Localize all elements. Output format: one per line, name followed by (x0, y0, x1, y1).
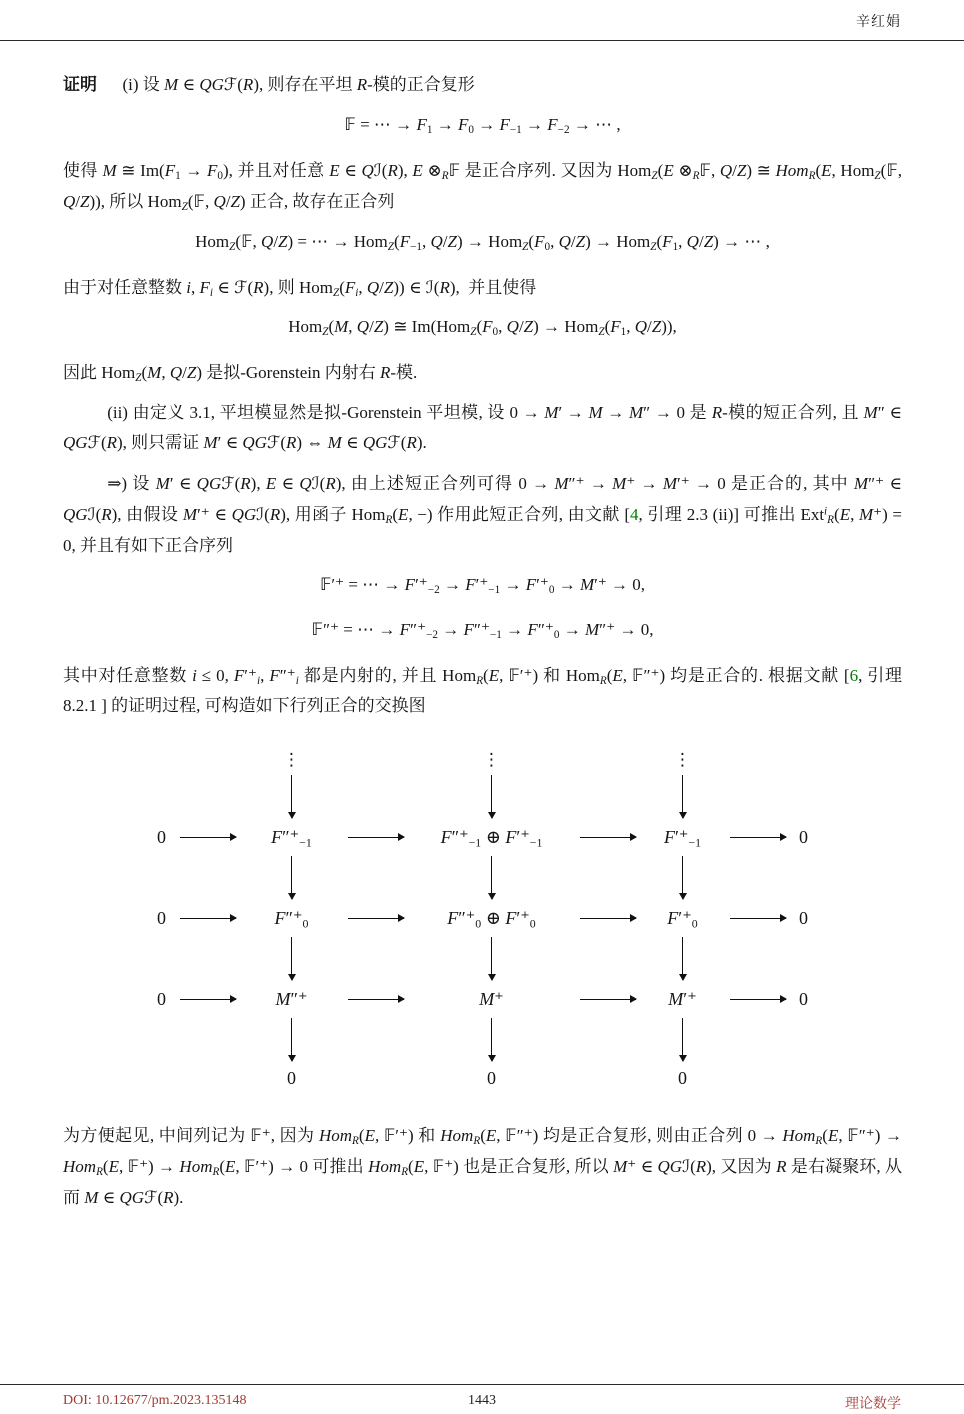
horizontal-arrow (348, 999, 404, 1000)
vertical-arrow (682, 775, 683, 818)
paragraph-final-conclusion: 为方便起见, 中间列记为 𝔽⁺, 因为 Hom$_R$(E, 𝔽′⁺) 和 Hom$_R$(E, 𝔽″⁺) 均是正合复形, 则由正合列 0 → Hom$_R$(E, 𝔽″⁺) → Hom$_R$(E, 𝔽⁺) → Hom$_R$(E, 𝔽′⁺) → 0 可推出 Hom$_R$(E, 𝔽⁺) 也是正合复形, 所以 M⁺ ∈ QGℐ(R), 又因为 R 是右凝聚环, 从而 M ∈ QGℱ(R). (63, 1126, 902, 1209)
diagram-node: $F''^+_{-1}$ (271, 826, 312, 850)
diagram-zero: 0 (799, 988, 808, 1009)
proof-paragraph: 证明 (i) 设 M ∈ QGℱ(R), 则存在平坦 R-模的正合复形 (63, 75, 475, 95)
page-footer (0, 1384, 964, 1414)
page-content (63, 42, 902, 1383)
vertical-arrow (291, 1018, 292, 1061)
diagram-node: M⁺ (479, 988, 504, 1009)
vertical-dots: ⋮ (283, 750, 300, 771)
vertical-arrow (682, 856, 683, 899)
vertical-dots: ⋮ (483, 750, 500, 771)
diagram-row-2 (63, 901, 902, 935)
diagram-zero: 0 (157, 988, 166, 1009)
horizontal-arrow (580, 918, 636, 919)
horizontal-arrow (730, 837, 786, 838)
horizontal-arrow (730, 999, 786, 1000)
horizontal-arrow (348, 918, 404, 919)
display-equation-hom-complex: Hom$_Z$(𝔽, Q/Z) = ⋯ → $Hom_Z(F_{-1}$, $Q/Z) \to Hom_Z(F_0$, $Q/Z) \to Hom_Z(F_1$, Q/Z) → ⋯ , (195, 231, 770, 253)
diagram-zero: 0 (157, 826, 166, 847)
horizontal-arrow (580, 999, 636, 1000)
diagram-arrow-row (63, 1016, 902, 1063)
paragraph-conclusion-i: 因此 Hom$_Z$(M, Q/Z) 是拟-Gorenstein 内射右 R-模. (63, 363, 418, 385)
paragraph-part-ii: (ii) 由定义 3.1, 平坦模显然是拟-Gorenstein 平坦模, 设 0 → M′ → M → M″ → 0 是 R-模的短正合列, 且 M″ ∈ QGℱ(R), 则只需证 M′ ∈ QGℱ(R) ⇔ M ∈ QGℱ(R). (63, 403, 902, 454)
diagram-arrow-row (63, 773, 902, 820)
diagram-zero: 0 (799, 826, 808, 847)
vertical-dots: ⋮ (674, 750, 691, 771)
diagram-node: M″⁺ (275, 988, 308, 1009)
vertical-arrow (291, 856, 292, 899)
diagram-zero: 0 (487, 1067, 496, 1088)
display-equation-f-prime-complex: 𝔽′⁺ = ⋯ → $F'^+_{-2} \to F'^+_{-1} \to F'^+_0 \to M'^+ \to 0$, (319, 574, 646, 596)
diagram-arrow-row (63, 854, 902, 901)
page-header (0, 0, 964, 41)
diagram-row-3 (63, 982, 902, 1016)
horizontal-arrow (180, 918, 236, 919)
paragraph-forward-implication: ⇒) 设 M′ ∈ QGℱ(R), E ∈ Qℐ(R), 由上述短正合列可得 0 → M″⁺ → M⁺ → M′⁺ → 0 是正合的, 其中 M″⁺ ∈ QGℐ(R), 由假设 M′⁺ ∈ QGℐ(R), 用函子 Hom$_R$(E, −) 作用此短正合列, 由文献 [4, 引理 2.3 (ii)] 可推出 Ext$^i_R$(E, M⁺) = 0, 并且有如下正合序列 (63, 474, 902, 555)
horizontal-arrow (348, 837, 404, 838)
journal-name: 理论数学 (845, 1397, 901, 1412)
diagram-zero: 0 (157, 907, 166, 928)
horizontal-arrow (730, 918, 786, 919)
diagram-node: $F'^+_{-1}$ (663, 826, 702, 850)
diagram-node: $F''^+_{-1}$ ⊕ $F'^+_{-1}$ (440, 826, 543, 850)
diagram-zero: 0 (799, 907, 808, 928)
horizontal-arrow (180, 837, 236, 838)
author-name: 辛红娟 (856, 15, 901, 30)
paragraph-exact-sequence: 使得 M ≅ $Im(F_1 \to F_0)$, 并且对任意 E ∈ Qℐ(R), E $\otimes_R𝔽$ 是正合序列. 又因为 Hom$_Z$(E $\otimes_R𝔽$, Q/Z) ≅ Hom$_R$(E, Hom$_Z$(𝔽, Q/Z)), 所以 Hom$_Z$(𝔽, Q/Z) 正合, 故存在正合列 (63, 160, 902, 213)
vertical-arrow (682, 937, 683, 980)
diagram-zeros-row (63, 1063, 902, 1093)
vertical-arrow (491, 937, 492, 980)
diagram-zero: 0 (678, 1067, 687, 1088)
vertical-arrow (682, 1018, 683, 1061)
vertical-arrow (491, 856, 492, 899)
diagram-node: $F'^+_0$ (667, 907, 698, 931)
paragraph-injective: 由于对任意整数 i, $F_i$ ∈ ℱ(R), 则 $Hom_Z(F_i$, Q/Z)) ∈ ℐ(R), 并且使得 (63, 277, 537, 299)
paragraph-before-diagram: 其中对任意整数 i ≤ 0, $F'^+_i$, $F''^+_i$ 都是内射的, 并且 Hom$_R$(E, 𝔽′⁺) 和 Hom$_R$(E, 𝔽″⁺) 均是正合的. 根据文献 [6, 引理 8.2.1 ] 的证明过程, 可构造如下行列正合的交换图 (63, 665, 902, 716)
diagram-row-1 (63, 820, 902, 854)
display-equation-flat-complex: 𝔽 = ⋯ → $F_1 \to F_0 \to F_{-1} \to F_{-2}$ → ⋯ , (344, 114, 621, 137)
display-equation-f-doubleprime-complex: 𝔽″⁺ = ⋯ → $F''^+_{-2} \to F''^+_{-1} \to F''^+_0 \to M''^+ \to 0$, (311, 619, 654, 641)
vertical-arrow (491, 1018, 492, 1061)
diagram-node: $F''^+_0$ ⊕ $F'^+_0$ (447, 907, 536, 931)
vertical-arrow (491, 775, 492, 818)
vertical-arrow (291, 775, 292, 818)
diagram-node: $F''^+_0$ (274, 907, 309, 931)
doi-link[interactable]: DOI: 10.12677/pm.2023.135148 (63, 1393, 247, 1408)
display-equation-hom-image: Hom$_Z$(M, Q/Z) ≅ $Im(Hom_Z(F_0$, $Q/Z) \to Hom_Z(F_1$, Q/Z)), (288, 317, 677, 339)
diagram-zero: 0 (287, 1067, 296, 1088)
vertical-arrow (291, 937, 292, 980)
diagram-node: M′⁺ (668, 988, 697, 1009)
horizontal-arrow (580, 837, 636, 838)
page-number: 1443 (468, 1393, 496, 1408)
commutative-diagram (63, 747, 902, 1093)
diagram-dots-row (63, 747, 902, 773)
diagram-arrow-row (63, 935, 902, 982)
horizontal-arrow (180, 999, 236, 1000)
